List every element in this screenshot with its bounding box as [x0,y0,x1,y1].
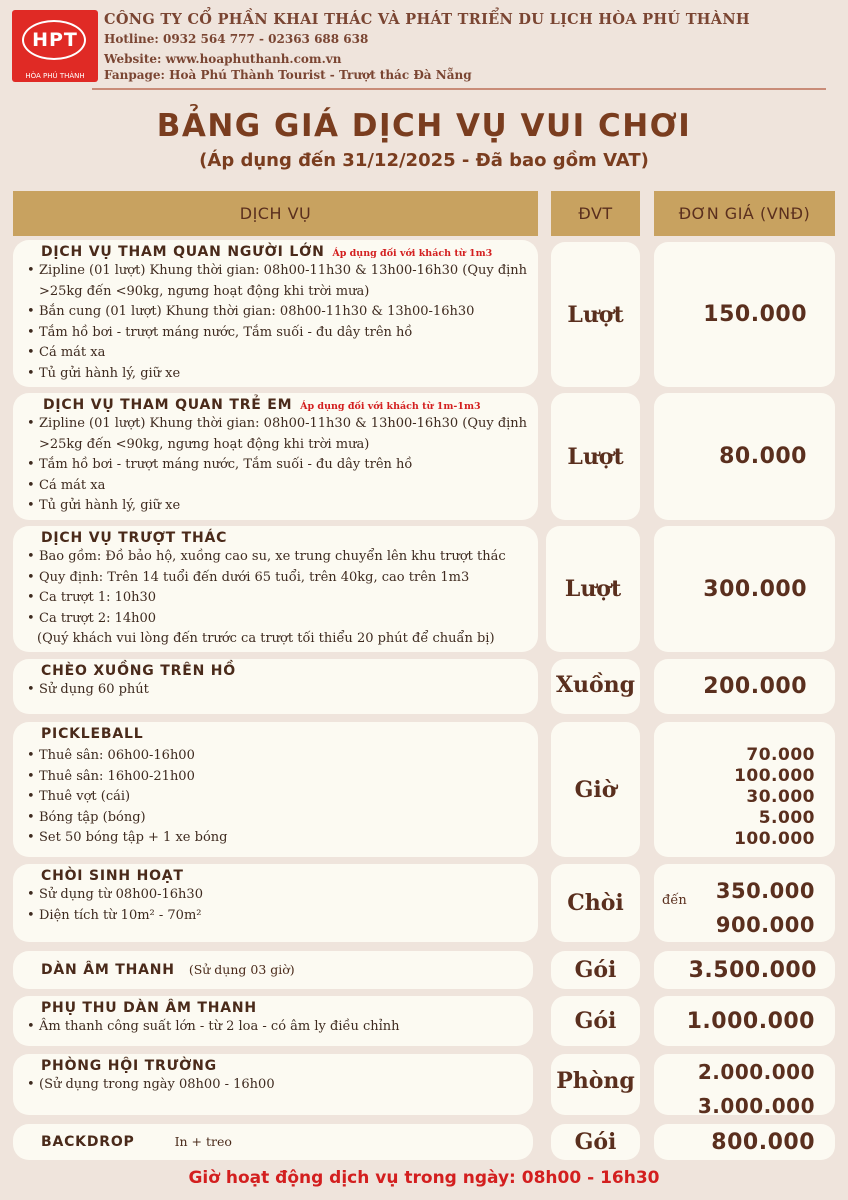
price-cell: 80.000 [654,393,835,520]
list-item: • Set 50 bóng tập + 1 xe bóng [27,828,528,849]
list-item: • Ca trượt 2: 14h00 [27,609,528,630]
hotline: Hotline: 0932 564 777 - 02363 688 638 [104,32,369,46]
service-title: DÀN ÂM THANH [41,962,175,978]
price-value: 100.000 [734,766,815,786]
service-hall [13,1054,533,1115]
list-item: • Tắm hồ bơi - trượt máng nước, Tắm suối - đu dây trên hồ [27,323,528,344]
fanpage: Fanpage: Hoà Phú Thành Tourist - Trượt thác Đà Nẵng [104,68,472,82]
price-value: 100.000 [734,829,815,849]
column-header-service: DỊCH VỤ [13,191,538,236]
page-title: BẢNG GIÁ DỊCH VỤ VUI CHƠI [156,108,692,144]
price-cell: 1.000.000 [654,996,835,1046]
list-item: • Bao gồm: Đồ bảo hộ, xuồng cao su, xe trung chuyển lên khu trượt thác [27,547,528,568]
price-cell: 800.000 [654,1124,835,1160]
service-note: Áp dụng đối với khách từ 1m-1m3 [300,401,481,412]
service-lake-kayak [13,659,538,714]
service-sound-system [13,951,533,989]
service-title: PHỤ THU DÀN ÂM THANH [41,1000,257,1016]
unit-cell: Lượt [551,242,640,387]
list-item: • Thuê sân: 06h00-16h00 [27,746,528,767]
column-header-price: ĐƠN GIÁ (VNĐ) [654,191,835,236]
list-item: • Âm thanh công suất lớn - từ 2 loa - có âm ly điều chỉnh [27,1017,523,1038]
list-item: • Bắn cung (01 lượt) Khung thời gian: 08h00-11h30 & 13h00-16h30 [27,302,528,323]
unit-cell: Lượt [546,526,640,652]
price-value: 2.000.000 [697,1060,815,1084]
service-backdrop [13,1124,533,1160]
price-value: 70.000 [746,745,815,765]
list-item: • Tắm hồ bơi - trượt máng nước, Tắm suối - đu dây trên hồ [27,455,528,476]
unit-cell: Chòi [551,864,640,942]
price-cell: 300.000 [654,526,835,652]
service-note: Áp dụng đối với khách từ 1m3 [332,248,493,259]
list-item: • Zipline (01 lượt) Khung thời gian: 08h00-11h30 & 13h00-16h30 (Quy định >25kg đến <90kg, ngưng hoạt động khi trời mưa) [27,261,528,302]
unit-cell: Gói [551,951,640,989]
price-cell: 150.000 [654,242,835,387]
list-item: • Tủ gửi hành lý, giữ xe [27,496,528,517]
list-item: • Thuê vợt (cái) [27,787,528,808]
unit-cell: Xuồng [551,659,640,714]
list-item: • Sử dụng từ 08h00-16h30 [27,885,528,906]
list-item: • Cá mát xa [27,476,528,497]
unit-cell: Lượt [551,393,640,520]
price-value: 30.000 [746,787,815,807]
price-cell: 3.500.000 [654,951,835,989]
operating-hours: Giờ hoạt động dịch vụ trong ngày: 08h00 - 16h30 [188,1168,660,1188]
list-item: • Sử dụng 60 phút [27,680,528,701]
service-extra: (Sử dụng 03 giờ) [188,962,295,977]
service-title: PICKLEBALL [41,726,144,742]
list-item: • Thuê sân: 16h00-21h00 [27,767,528,788]
price-value: 5.000 [758,808,815,828]
page-subtitle: (Áp dụng đến 31/12/2025 - Đã bao gồm VAT) [199,150,649,171]
service-sound-surcharge [13,996,533,1046]
logo-text: HPT [32,29,78,51]
service-pickleball [13,722,538,857]
unit-cell: Phòng [551,1054,640,1115]
service-title: DỊCH VỤ THAM QUAN NGƯỜI LỚN [41,244,325,260]
header-divider [92,88,826,90]
website: Website: www.hoaphuthanh.com.vn [104,52,342,66]
price-range-word: đến [662,893,687,908]
column-header-unit: ĐVT [551,191,640,236]
company-name: CÔNG TY CỔ PHẦN KHAI THÁC VÀ PHÁT TRIỂN DU LỊCH HÒA PHÚ THÀNH [104,11,750,28]
list-item: • Cá mát xa [27,343,528,364]
list-item: • Bóng tập (bóng) [27,808,528,829]
service-hut [13,864,538,942]
service-title: DỊCH VỤ THAM QUAN TRẺ EM [43,397,293,413]
list-item: • (Sử dụng trong ngày 08h00 - 16h00 [27,1075,523,1096]
price-list [660,745,815,850]
service-title: PHÒNG HỘI TRƯỜNG [41,1058,217,1074]
list-item: • Diện tích từ 10m² - 70m² [27,906,528,927]
service-waterfall-rafting [13,526,538,652]
header [12,8,832,88]
service-extra: In + treo [174,1134,232,1149]
price-cell: 200.000 [654,659,835,714]
list-item: • Tủ gửi hành lý, giữ xe [27,364,528,385]
price-value: 3.000.000 [697,1094,815,1118]
logo-subtext: HÒA PHÚ THÀNH [25,72,85,80]
price-list [665,1055,815,1123]
unit-cell: Giờ [551,722,640,857]
list-item: • Quy định: Trên 14 tuổi đến dưới 65 tuổi, trên 40kg, cao trên 1m3 [27,568,528,589]
list-item: • Zipline (01 lượt) Khung thời gian: 08h00-11h30 & 13h00-16h30 (Quy định >25kg đến <90kg, ngưng hoạt động khi trời mưa) [27,414,528,455]
unit-cell: Gói [551,1124,640,1160]
service-adult-sightseeing [13,240,538,387]
company-logo [12,10,98,82]
service-title: DỊCH VỤ TRƯỢT THÁC [41,530,228,546]
unit-cell: Gói [551,996,640,1046]
service-title: CHÈO XUỒNG TRÊN HỒ [41,663,236,679]
price-from: 350.000 [715,879,815,903]
service-title: CHÒI SINH HOẠT [41,868,184,884]
service-child-sightseeing [13,393,538,520]
price-range [690,874,815,942]
list-item: • Ca trượt 1: 10h30 [27,588,528,609]
list-item-remark: (Quý khách vui lòng đến trước ca trượt tối thiểu 20 phút để chuẩn bị) [37,631,495,646]
price-to: 900.000 [715,913,815,937]
service-title: BACKDROP [41,1134,135,1150]
